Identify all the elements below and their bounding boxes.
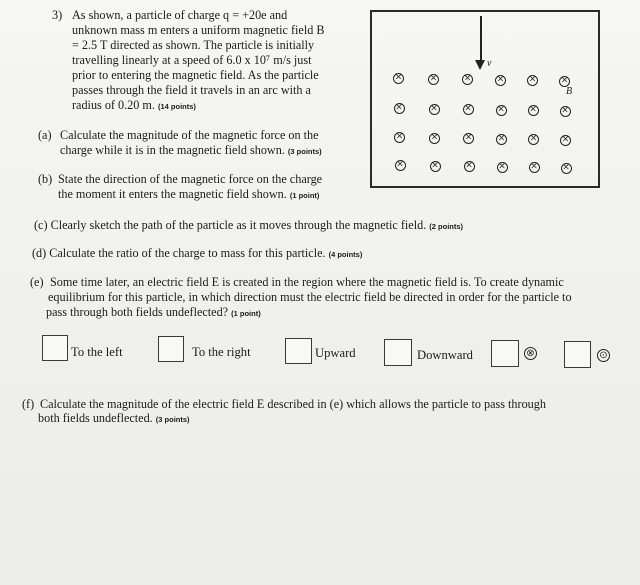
checkbox-out-of-page[interactable] bbox=[564, 341, 591, 368]
field-cross-mark: × bbox=[496, 74, 505, 85]
field-cross-mark: × bbox=[498, 161, 506, 172]
field-into-page-icon bbox=[464, 161, 475, 172]
field-cross-mark: × bbox=[562, 162, 570, 173]
field-into-page-icon bbox=[428, 74, 439, 85]
field-into-page-icon bbox=[497, 162, 508, 173]
field-into-page-icon bbox=[496, 134, 507, 145]
field-into-page-icon bbox=[393, 73, 404, 84]
stem-line-7 bbox=[72, 98, 196, 114]
part-a-line-1: Calculate the magnitude of the magnetic force on the bbox=[60, 128, 319, 142]
field-cross-mark: × bbox=[464, 103, 472, 114]
field-cross-mark: × bbox=[530, 161, 538, 172]
field-cross-mark: × bbox=[395, 102, 403, 113]
field-cross-mark: × bbox=[394, 72, 403, 83]
field-cross-mark: × bbox=[430, 132, 439, 143]
points-label: (14 points) bbox=[157, 102, 196, 111]
part-a-points: (3 points) bbox=[287, 147, 322, 156]
part-c bbox=[34, 218, 463, 234]
field-into-page-icon bbox=[560, 135, 571, 146]
choice-to-the-left-label: To the left bbox=[71, 345, 123, 359]
part-a-line-2 bbox=[60, 143, 322, 159]
field-cross-mark: × bbox=[560, 75, 569, 86]
part-f-points: (3 points) bbox=[155, 415, 190, 424]
part-f-line-2-text: both fields undeflected. bbox=[38, 411, 153, 425]
part-f-line-2 bbox=[38, 411, 190, 427]
velocity-label: v bbox=[487, 58, 492, 69]
question-number: 3) bbox=[52, 8, 63, 22]
checkbox-into-page[interactable] bbox=[491, 340, 519, 367]
field-into-page-icon bbox=[559, 76, 570, 87]
field-into-page-icon bbox=[429, 133, 440, 144]
field-into-page-icon bbox=[429, 104, 440, 115]
field-cross-mark: × bbox=[497, 133, 506, 144]
field-cross-mark: × bbox=[529, 133, 538, 144]
field-into-page-icon bbox=[495, 75, 506, 86]
part-d-label: (d) bbox=[32, 246, 47, 260]
part-e-line-3 bbox=[46, 305, 261, 321]
stem-line-2: unknown mass m enters a uniform magnetic field B bbox=[72, 23, 325, 37]
stem-line-5: prior to entering the magnetic field. As the particle bbox=[72, 68, 319, 82]
field-cross-mark: × bbox=[561, 105, 569, 116]
velocity-arrow-shaft bbox=[480, 16, 482, 64]
field-into-page-icon bbox=[529, 162, 540, 173]
part-c-label: (c) bbox=[34, 218, 48, 232]
choice-downward-label: Downward bbox=[417, 348, 473, 362]
part-e-points: (1 point) bbox=[231, 309, 261, 318]
field-into-page-icon bbox=[496, 105, 507, 116]
out-of-page-symbol-icon bbox=[597, 349, 610, 362]
field-cross-mark: × bbox=[430, 103, 438, 114]
field-label: B bbox=[566, 86, 573, 97]
part-c-text: Clearly sketch the path of the particle as it moves through the magnetic field. bbox=[50, 218, 427, 232]
part-b-line-2-text: the moment it enters the magnetic field shown. bbox=[58, 187, 287, 201]
field-cross-mark: × bbox=[561, 134, 570, 145]
field-cross-mark: × bbox=[529, 104, 537, 115]
part-a-line-2-text: charge while it is in the magnetic field shown. bbox=[60, 143, 285, 157]
checkbox-to-the-left[interactable] bbox=[42, 335, 68, 361]
part-f-label: (f) bbox=[22, 397, 35, 411]
stem-line-1: As shown, a particle of charge q = +20e and bbox=[72, 8, 288, 22]
field-cross-mark: × bbox=[429, 73, 438, 84]
field-into-page-icon bbox=[561, 163, 572, 174]
checkbox-downward[interactable] bbox=[384, 339, 412, 366]
field-into-page-icon bbox=[560, 106, 571, 117]
field-into-page-icon bbox=[394, 132, 405, 143]
part-d-text: Calculate the ratio of the charge to mass for this particle. bbox=[49, 246, 326, 260]
part-e-label: (e) bbox=[30, 275, 44, 289]
into-page-symbol-text: ⊗ bbox=[526, 347, 535, 359]
choice-upward-label: Upward bbox=[315, 346, 356, 360]
field-into-page-icon bbox=[528, 105, 539, 116]
part-b-label: (b) bbox=[38, 172, 53, 186]
field-cross-mark: × bbox=[465, 160, 473, 171]
stem-line-4: travelling linearly at a speed of 6.0 x 10⁷ m/s just bbox=[72, 53, 312, 67]
field-into-page-icon bbox=[430, 161, 441, 172]
checkbox-upward[interactable] bbox=[285, 338, 312, 364]
field-into-page-icon bbox=[394, 103, 405, 114]
field-cross-mark: × bbox=[431, 160, 439, 171]
stem-line-3: = 2.5 T directed as shown. The particle is initially bbox=[72, 38, 315, 52]
field-cross-mark: × bbox=[395, 131, 404, 142]
part-e-line-1: Some time later, an electric field E is created in the region where the magnetic field is. To create dynamic bbox=[50, 275, 564, 289]
part-c-points: (2 points) bbox=[429, 222, 464, 231]
stem-line-6: passes through the field it travels in an arc with a bbox=[72, 83, 311, 97]
part-b-points: (1 point) bbox=[289, 191, 320, 200]
velocity-arrow-head bbox=[475, 60, 485, 70]
part-d-points: (4 points) bbox=[328, 250, 363, 259]
part-e-line-3-text: pass through both fields undeflected? bbox=[46, 305, 229, 319]
field-cross-mark: × bbox=[463, 73, 472, 84]
checkbox-to-the-right[interactable] bbox=[158, 336, 184, 362]
part-a-label: (a) bbox=[38, 128, 52, 142]
into-page-symbol-icon bbox=[524, 347, 537, 360]
field-into-page-icon bbox=[463, 104, 474, 115]
field-cross-mark: × bbox=[497, 104, 505, 115]
stem-line-7-text: radius of 0.20 m. bbox=[72, 98, 155, 112]
part-b-line-1: State the direction of the magnetic force on the charge bbox=[58, 172, 323, 186]
field-into-page-icon bbox=[395, 160, 406, 171]
part-d bbox=[32, 246, 362, 262]
field-cross-mark: × bbox=[464, 132, 473, 143]
part-e-line-2: equilibrium for this particle, in which direction must the electric field be directed in order for the particle to bbox=[48, 290, 572, 304]
field-cross-mark: × bbox=[396, 159, 404, 170]
part-f-line-1: Calculate the magnitude of the electric field E described in (e) which allows the particle to pass through bbox=[40, 397, 546, 411]
part-b-line-2 bbox=[58, 187, 319, 203]
out-of-page-symbol-text: ⊙ bbox=[599, 349, 608, 361]
choice-to-the-right-label: To the right bbox=[192, 345, 251, 359]
field-cross-mark: × bbox=[528, 74, 537, 85]
